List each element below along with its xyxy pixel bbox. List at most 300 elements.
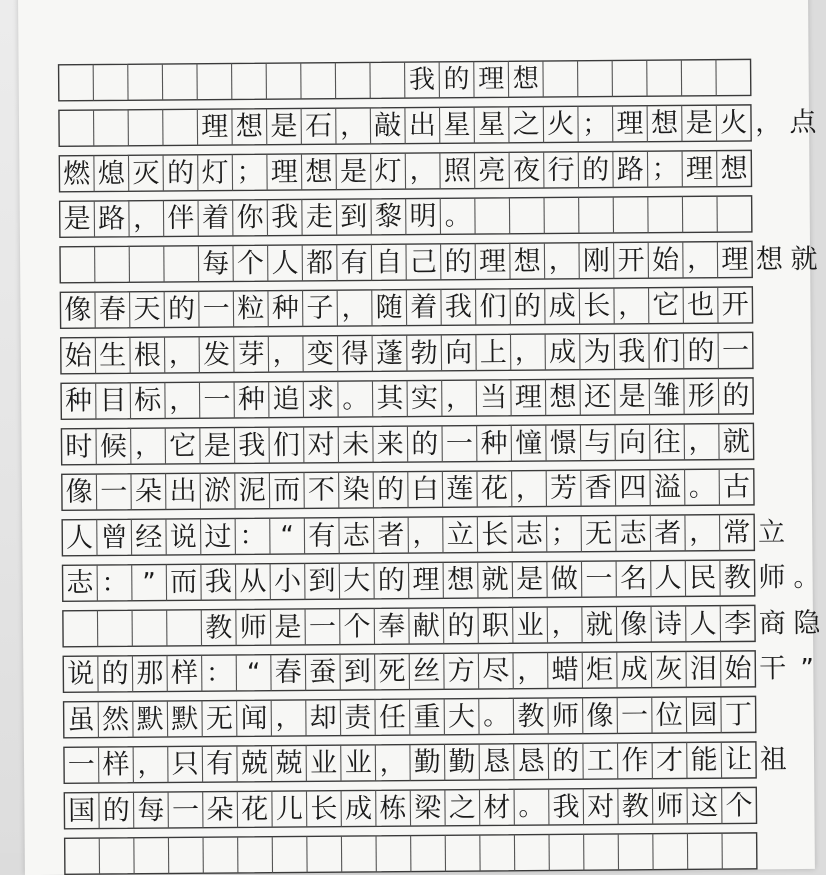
essay-character: 祖 (756, 742, 791, 778)
essay-character: 敲 (370, 108, 405, 144)
essay-character: 随 (372, 290, 407, 326)
essay-character: 师 (548, 698, 583, 734)
essay-character: 个 (722, 787, 757, 823)
essay-character: 样 (167, 655, 202, 691)
essay-character: 当 (476, 380, 511, 416)
essay-character: 李 (720, 605, 755, 641)
essay-character: 一 (581, 561, 616, 597)
essay-character: 。 (685, 469, 720, 505)
essay-character: ， (165, 382, 200, 418)
essay-character: 个 (233, 245, 268, 281)
essay-character: 的 (683, 333, 718, 369)
essay-character: 这 (687, 788, 722, 824)
essay-character: 之 (509, 107, 544, 143)
essay-character: ， (751, 105, 786, 141)
essay-character: 也 (683, 287, 718, 323)
essay-character: 之 (445, 790, 480, 826)
essay-character: 而 (269, 472, 304, 508)
essay-character: 方 (444, 653, 479, 689)
essay-character: 的 (510, 289, 545, 325)
essay-character: 业 (513, 607, 548, 643)
essay-character: 向 (441, 335, 476, 371)
essay-character: 像 (616, 606, 651, 642)
essay-character: 像 (62, 474, 97, 510)
essay-character: 花 (477, 471, 512, 507)
essay-character: 理 (511, 380, 546, 416)
essay-character: 奉 (374, 608, 409, 644)
essay-character: 标 (130, 383, 165, 419)
essay-character: 工 (583, 743, 618, 779)
essay-character: 就 (719, 423, 754, 459)
essay-character: 从 (235, 564, 270, 600)
essay-character: 却 (306, 700, 341, 736)
essay-character: 想 (647, 105, 682, 141)
essay-character: ， (684, 424, 719, 460)
essay-character: 其 (372, 381, 407, 417)
essay-character: 我 (201, 564, 236, 600)
essay-character: 是 (60, 201, 95, 237)
essay-character: ； (578, 106, 613, 142)
essay-character: 种 (234, 382, 269, 418)
essay-character: 亮 (474, 152, 509, 188)
essay-character: 想 (232, 109, 267, 145)
essay-character: 。 (514, 789, 549, 825)
essay-character: 说 (63, 656, 98, 692)
essay-character: ， (271, 700, 306, 736)
essay-character: 想 (752, 241, 787, 277)
essay-character: 的 (98, 656, 133, 692)
essay-character: 一 (168, 792, 203, 828)
essay-character: 。 (338, 381, 373, 417)
essay-character: “ (236, 655, 271, 691)
essay-character: ； (547, 516, 582, 552)
essay-character: 立 (443, 517, 478, 553)
essay-character: ， (512, 471, 547, 507)
essay-character: 过 (201, 518, 236, 554)
essay-character: 灯 (371, 153, 406, 189)
essay-character: ： (202, 655, 237, 691)
essay-character: ， (336, 108, 371, 144)
essay-character: 我 (441, 289, 476, 325)
essay-character: 志 (339, 517, 374, 553)
essay-character: 成 (545, 334, 580, 370)
essay-character: 是 (200, 427, 235, 463)
essay-character: 开 (614, 242, 649, 278)
essay-character: 灭 (128, 155, 163, 191)
essay-character: 说 (166, 519, 201, 555)
essay-character: 的 (163, 155, 198, 191)
essay-character: 上 (476, 334, 511, 370)
essay-character: 有 (337, 244, 372, 280)
essay-character: 恳 (514, 743, 549, 779)
essay-character: 那 (132, 655, 167, 691)
essay-character: 是 (270, 609, 305, 645)
essay-character: ， (685, 515, 720, 551)
essay-character: 大 (444, 699, 479, 735)
essay-character: 一 (96, 474, 131, 510)
essay-character: 经 (131, 519, 166, 555)
essay-character: 灰 (651, 651, 686, 687)
essay-character: 的 (548, 743, 583, 779)
essay-character: 与 (580, 424, 615, 460)
essay-character: 大 (339, 563, 374, 599)
essay-character: 做 (547, 561, 582, 597)
essay-character: 出 (405, 107, 440, 143)
essay-character: 民 (685, 560, 720, 596)
essay-character: ； (232, 154, 267, 190)
essay-character: 志 (616, 515, 651, 551)
essay-character: 一 (199, 382, 234, 418)
essay-character: 人 (686, 606, 721, 642)
essay-character: 梁 (410, 790, 445, 826)
essay-character: 我 (549, 789, 584, 825)
essay-character: 业 (306, 745, 341, 781)
essay-character: 人 (651, 560, 686, 596)
essay-character: 种 (61, 383, 96, 419)
essay-character: 自 (371, 244, 406, 280)
essay-character: 一 (718, 332, 753, 368)
essay-character: 泥 (235, 473, 270, 509)
essay-character: 对 (583, 788, 618, 824)
essay-character: 始 (648, 242, 683, 278)
essay-character: 明 (406, 198, 441, 234)
essay-character: 朵 (131, 473, 166, 509)
essay-character: ， (510, 334, 545, 370)
essay-character: 刚 (579, 242, 614, 278)
essay-character: 一 (199, 291, 234, 327)
essay-character: 着 (198, 200, 233, 236)
essay-character: 像 (583, 697, 618, 733)
essay-character: 重 (410, 699, 445, 735)
essay-character: 的 (373, 472, 408, 508)
essay-character: 诗 (651, 606, 686, 642)
essay-character: 无 (202, 700, 237, 736)
essay-character: 开 (718, 287, 753, 323)
title-character: 我 (405, 62, 440, 98)
essay-character: 作 (617, 743, 652, 779)
essay-character: 是 (512, 562, 547, 598)
essay-character: 黎 (371, 199, 406, 235)
essay-character: ， (547, 607, 582, 643)
essay-character: 能 (687, 742, 722, 778)
essay-character: 还 (580, 379, 615, 415)
essay-character: 我 (267, 199, 302, 235)
essay-character: 丝 (409, 653, 444, 689)
essay-character: 一 (305, 609, 340, 645)
essay-character: 理 (717, 241, 752, 277)
essay-character: 求 (303, 381, 338, 417)
essay-character: 的 (99, 792, 134, 828)
essay-character: 蚕 (305, 654, 340, 690)
essay-character: 虽 (64, 702, 99, 738)
essay-character: 一 (617, 697, 652, 733)
essay-character: 春 (95, 292, 130, 328)
essay-character: 星 (474, 107, 509, 143)
essay-character: 石 (301, 108, 336, 144)
essay-character: ， (129, 201, 164, 237)
essay-character: 走 (302, 199, 337, 235)
essay-character: 默 (167, 701, 202, 737)
essay-character: 有 (202, 746, 237, 782)
essay-character: 职 (478, 607, 513, 643)
essay-character: 成 (545, 288, 580, 324)
essay-character: 想 (717, 150, 752, 186)
essay-character: 教 (201, 609, 236, 645)
essay-character: 恳 (479, 744, 514, 780)
essay-character: 的 (407, 426, 442, 462)
essay-character: 始 (61, 338, 96, 374)
essay-character: 的 (443, 608, 478, 644)
essay-character: 目 (96, 383, 131, 419)
essay-character: 的 (718, 378, 753, 414)
essay-character: 种 (268, 290, 303, 326)
essay-character: 的 (578, 151, 613, 187)
essay-character: 国 (64, 793, 99, 829)
essay-character: 只 (168, 746, 203, 782)
essay-character: 变 (303, 336, 338, 372)
essay-character: 。 (789, 559, 824, 595)
essay-character: 献 (409, 608, 444, 644)
essay-character: ， (513, 653, 548, 689)
essay-character: 是 (336, 153, 371, 189)
essay-character: 隐 (789, 605, 824, 641)
essay-character: 然 (98, 701, 133, 737)
essay-character: 熄 (94, 155, 129, 191)
essay-character: 莲 (442, 471, 477, 507)
essay-character: 像 (60, 292, 95, 328)
essay-character: 向 (615, 424, 650, 460)
essay-character: 师 (236, 609, 271, 645)
essay-character: 勃 (407, 335, 442, 371)
essay-character: 照 (440, 153, 475, 189)
essay-character: 理 (197, 109, 232, 145)
essay-character: 灯 (198, 154, 233, 190)
essay-character: ， (544, 243, 579, 279)
essay-character: 干 (755, 651, 790, 687)
essay-character: 的 (164, 291, 199, 327)
essay-character: 四 (615, 470, 650, 506)
essay-character: 候 (96, 428, 131, 464)
essay-character: 位 (652, 697, 687, 733)
essay-character: 就 (787, 241, 822, 277)
essay-character: 任 (375, 699, 410, 735)
essay-character: 长 (477, 516, 512, 552)
essay-character: 师 (652, 788, 687, 824)
essay-character: 你 (233, 200, 268, 236)
essay-character: 它 (649, 287, 684, 323)
essay-character: ； (647, 151, 682, 187)
essay-character: 种 (477, 425, 512, 461)
essay-character: 们 (649, 333, 684, 369)
essay-character: 丁 (721, 696, 756, 732)
essay-character: 白 (408, 471, 443, 507)
essay-character: 教 (618, 788, 653, 824)
essay-character: 。 (440, 198, 475, 234)
essay-character: 每 (198, 245, 233, 281)
essay-character: 勤 (445, 744, 480, 780)
essay-character: 想 (510, 243, 545, 279)
essay-character: 雏 (649, 378, 684, 414)
essay-character: 想 (545, 379, 580, 415)
essay-character: 的 (374, 563, 409, 599)
essay-character: 不 (304, 472, 339, 508)
essay-character: 就 (582, 606, 617, 642)
essay-character: 园 (686, 697, 721, 733)
essay-character: 火 (543, 106, 578, 142)
essay-character: 来 (373, 426, 408, 462)
essay-character: 无 (581, 515, 616, 551)
essay-character: 蓬 (372, 335, 407, 371)
essay-character: 个 (340, 608, 375, 644)
essay-character: ： (235, 518, 270, 554)
essay-character: ， (442, 380, 477, 416)
essay-character: 香 (581, 470, 616, 506)
essay-character: 教 (513, 698, 548, 734)
essay-character: 未 (338, 426, 373, 462)
essay-character: ， (405, 153, 440, 189)
essay-character: 理 (475, 243, 510, 279)
essay-character: 尽 (478, 653, 513, 689)
essay-character: 往 (650, 424, 685, 460)
essay-character: 业 (341, 745, 376, 781)
essay-character: 火 (716, 105, 751, 141)
essay-character: 芳 (546, 470, 581, 506)
essay-character: 燃 (59, 156, 94, 192)
essay-character: ， (131, 428, 166, 464)
essay-character: 朵 (203, 791, 238, 827)
essay-character: 勤 (410, 744, 445, 780)
essay-character: 路 (94, 201, 129, 237)
essay-character: 成 (617, 652, 652, 688)
essay-character: 到 (336, 199, 371, 235)
essay-character: ， (375, 745, 410, 781)
essay-character: ， (614, 288, 649, 324)
essay-character: 们 (269, 427, 304, 463)
essay-character: 曾 (97, 519, 132, 555)
essay-character: 理 (612, 106, 647, 142)
essay-character: ， (268, 336, 303, 372)
essay-character: 默 (133, 701, 168, 737)
essay-character: 实 (407, 380, 442, 416)
essay-character: 时 (61, 429, 96, 465)
essay-character: 对 (304, 427, 339, 463)
essay-character: 古 (719, 469, 754, 505)
essay-character: ， (337, 290, 372, 326)
essay-character: 小 (270, 563, 305, 599)
essay-character: 。 (479, 698, 514, 734)
essay-character: 者 (374, 517, 409, 553)
essay-character: 师 (754, 560, 789, 596)
essay-character: “ (270, 518, 305, 554)
essay-character: 理 (682, 151, 717, 187)
essay-character: ” (132, 564, 167, 600)
essay-character: 理 (408, 562, 443, 598)
essay-paper (18, 0, 815, 875)
essay-character: 是 (682, 105, 717, 141)
essay-character: 我 (614, 333, 649, 369)
essay-character: 理 (267, 154, 302, 190)
essay-character: ， (683, 242, 718, 278)
essay-character: ， (408, 517, 443, 553)
essay-character: 星 (440, 107, 475, 143)
essay-character: 想 (443, 562, 478, 598)
essay-character: 根 (130, 337, 165, 373)
essay-character: ” (790, 650, 825, 686)
essay-character: 发 (199, 336, 234, 372)
essay-character: 都 (302, 245, 337, 281)
essay-character: 长 (579, 288, 614, 324)
essay-character: 为 (580, 333, 615, 369)
essay-character: 泪 (686, 651, 721, 687)
essay-character: 始 (721, 651, 756, 687)
essay-character: 是 (267, 108, 302, 144)
essay-character: 教 (720, 560, 755, 596)
essay-character: 淤 (200, 473, 235, 509)
essay-character: ： (97, 565, 132, 601)
essay-character: 材 (479, 789, 514, 825)
essay-character: 人 (268, 245, 303, 281)
essay-character: 者 (650, 515, 685, 551)
title-character: 想 (508, 61, 543, 97)
essay-character: 出 (166, 473, 201, 509)
essay-character: 得 (337, 335, 372, 371)
essay-character: 每 (133, 792, 168, 828)
essay-character: 儿 (272, 791, 307, 827)
essay-character: 就 (478, 562, 513, 598)
essay-character: 芽 (234, 336, 269, 372)
essay-character: 一 (442, 426, 477, 462)
essay-character: 让 (721, 742, 756, 778)
essay-character: 生 (95, 337, 130, 373)
essay-character: 粒 (233, 291, 268, 327)
essay-character: 子 (303, 290, 338, 326)
essay-character: 夜 (509, 152, 544, 188)
essay-character: 炬 (582, 652, 617, 688)
essay-character: 溢 (650, 469, 685, 505)
essay-character: ， (164, 337, 199, 373)
essay-character: 形 (684, 378, 719, 414)
essay-character: 长 (306, 791, 341, 827)
essay-character: 着 (406, 289, 441, 325)
essay-character: 染 (339, 472, 374, 508)
essay-character: 我 (234, 427, 269, 463)
essay-character: 而 (166, 564, 201, 600)
essay-character: 点 (785, 104, 820, 140)
essay-character: 的 (441, 244, 476, 280)
essay-character: 栋 (376, 790, 411, 826)
essay-character: ， (133, 746, 168, 782)
essay-character: 名 (616, 561, 651, 597)
title-character: 的 (439, 62, 474, 98)
essay-character: 蜡 (548, 652, 583, 688)
essay-character: 闻 (237, 700, 272, 736)
essay-character: 到 (305, 563, 340, 599)
essay-character: 立 (754, 514, 789, 550)
essay-character: 追 (269, 381, 304, 417)
essay-character: 一 (64, 747, 99, 783)
essay-character: 兢 (237, 746, 272, 782)
essay-character: 样 (99, 747, 134, 783)
essay-character: 有 (304, 518, 339, 554)
essay-character: 天 (130, 292, 165, 328)
essay-character: 责 (340, 699, 375, 735)
essay-character: 路 (613, 151, 648, 187)
essay-character: 志 (512, 516, 547, 552)
essay-character: 想 (301, 154, 336, 190)
essay-character: 伴 (163, 200, 198, 236)
essay-character: 商 (755, 605, 790, 641)
essay-character: 兢 (272, 745, 307, 781)
